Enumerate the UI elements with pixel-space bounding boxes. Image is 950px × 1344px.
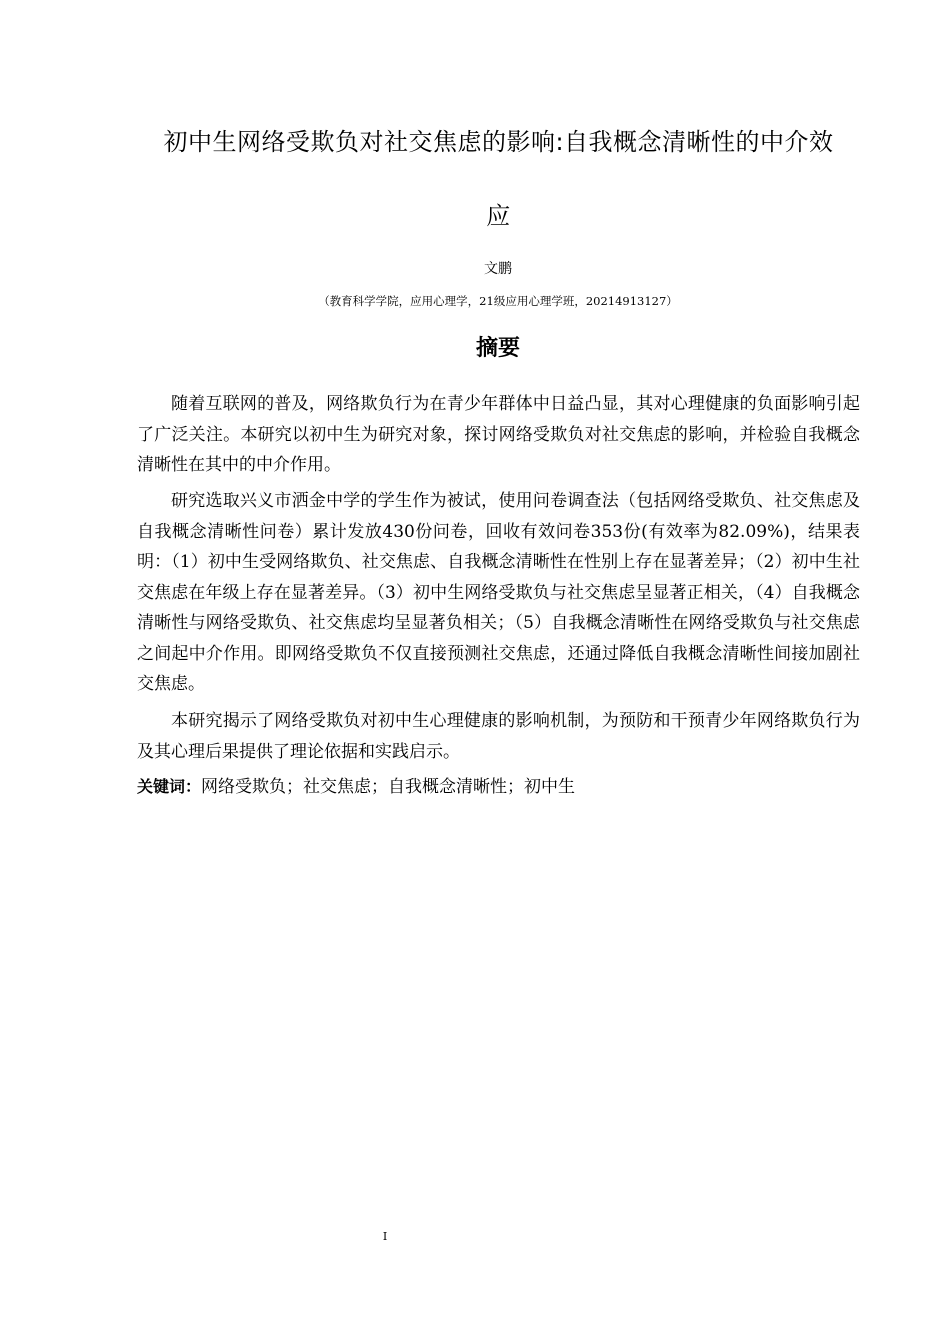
document-title-line-2: 应 — [486, 202, 511, 230]
keywords-label: 关键词： — [137, 777, 202, 796]
author-name: 文鹏 — [484, 261, 512, 277]
paragraph-text: 研究选取兴义市洒金中学的学生作为被试，使用问卷调查法（包括网络受欺负、社交焦虑及自我概念清晰性问卷）累计发放430份问卷，回收有效问卷353份(有效率为82.09%)，结果表明：（1）初中生受网络欺负、社交焦虑、自我概念清晰性在性别上存在显著差异；（2）初中生社交焦虑在年级上存在显著差异。（3）初中生网络受欺负与社交焦虑呈显著正相关，（4）自我概念清晰性与网络受欺负、社交焦虑均呈显著负相关；（5）自我概念清晰性在网络受欺负与社交焦虑之间起中介作用。即网络受欺负不仅直接预测社交焦虑，还通过降低自我概念清晰性间接加剧社交焦虑。 — [137, 491, 860, 694]
abstract-paragraph-1 — [137, 389, 860, 481]
keywords-text: 网络受欺负；社交焦虑；自我概念清晰性；初中生 — [201, 777, 576, 797]
document-title-line-1: 初中生网络受欺负对社交焦虑的影响:自我概念清晰性的中介效 — [163, 128, 834, 156]
abstract-heading: 摘要 — [475, 336, 520, 361]
abstract-paragraph-3 — [137, 706, 860, 767]
keywords-line — [137, 772, 860, 802]
abstract-paragraph-2 — [137, 486, 860, 700]
paragraph-text: 本研究揭示了网络受欺负对初中生心理健康的影响机制，为预防和干预青少年网络欺负行为及其心理后果提供了理论依据和实践启示。 — [137, 711, 860, 762]
page-number: I — [382, 1230, 388, 1243]
author-affiliation: （教育科学学院，应用心理学，21级应用心理学班，20214913127） — [318, 294, 678, 308]
paragraph-text: 随着互联网的普及，网络欺负行为在青少年群体中日益凸显，其对心理健康的负面影响引起了广泛关注。本研究以初中生为研究对象，探讨网络受欺负对社交焦虑的影响，并检验自我概念清晰性在其中的中介作用。 — [137, 394, 860, 475]
